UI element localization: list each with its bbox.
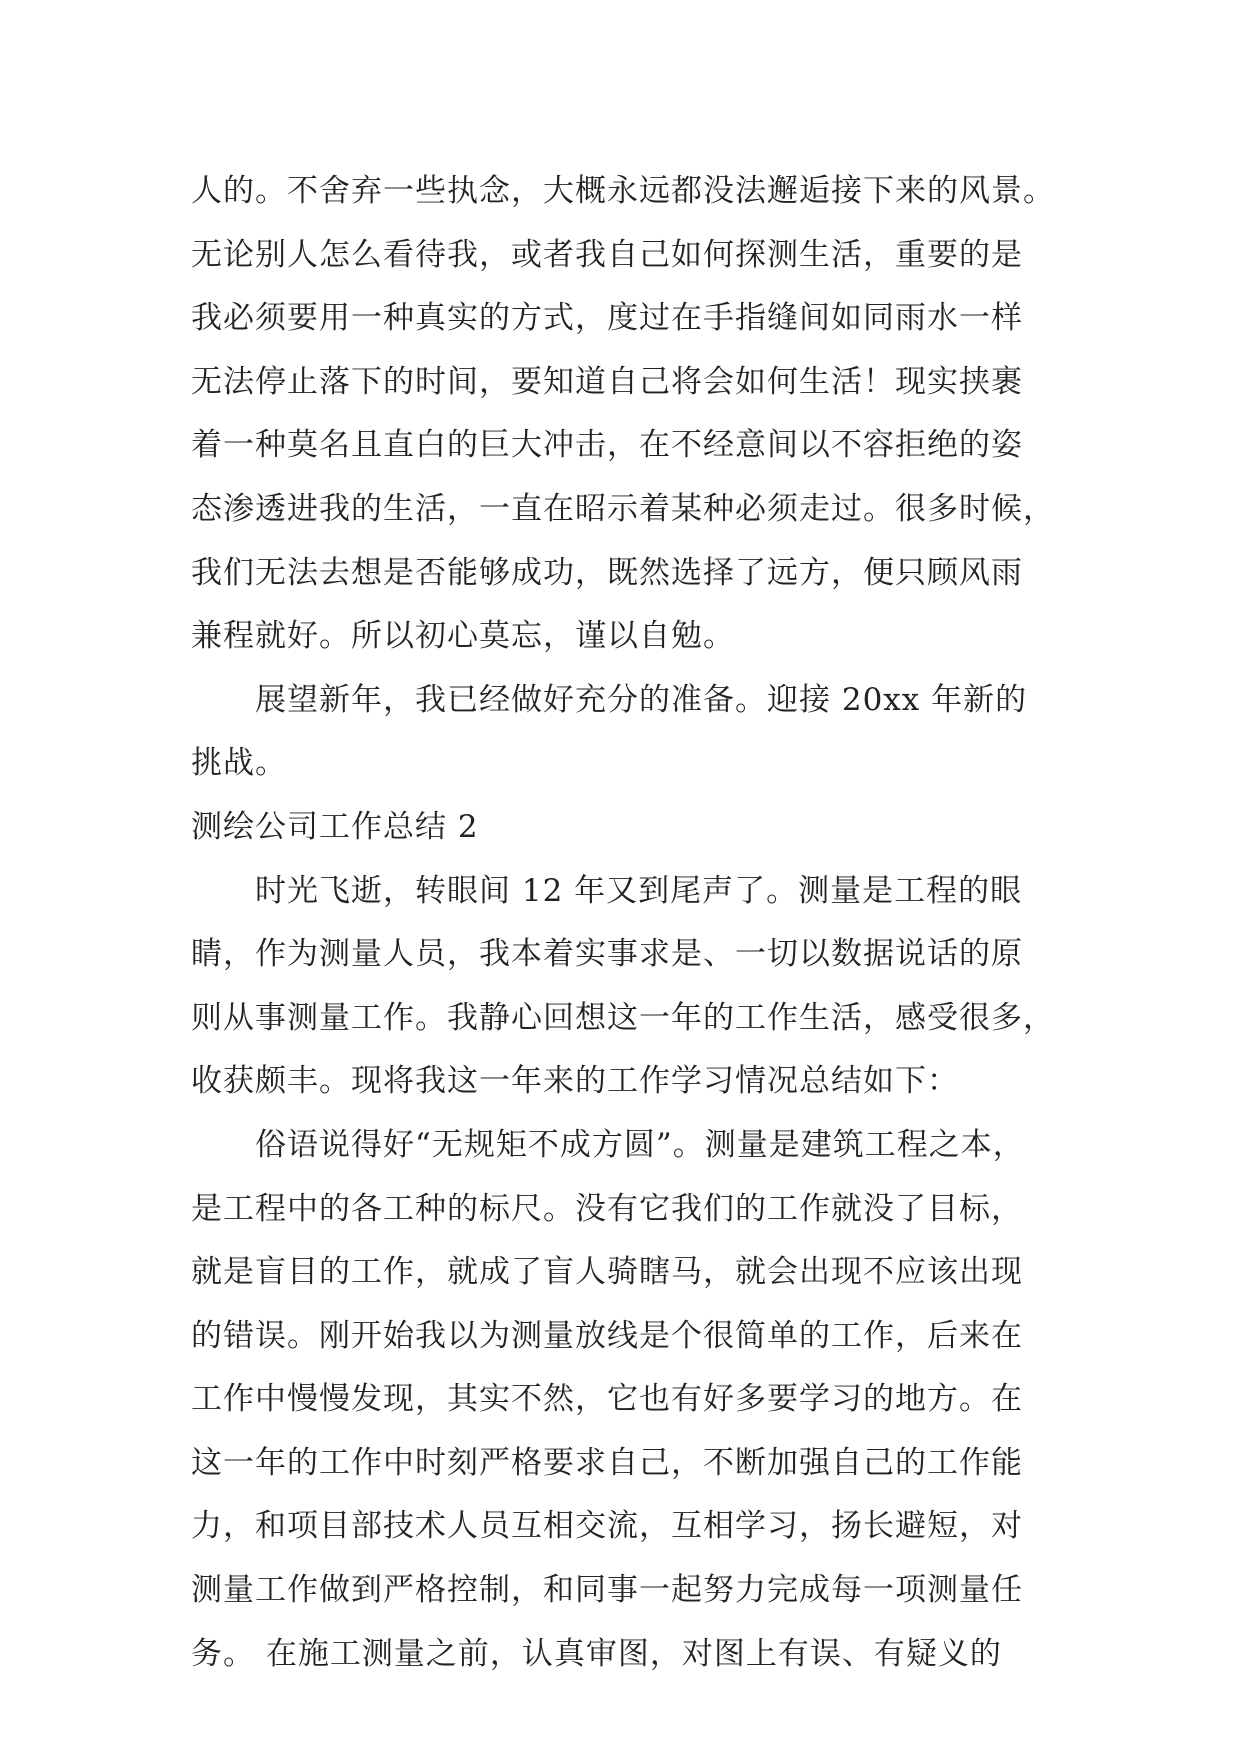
text-line: 态渗透进我的生活，一直在昭示着某种必须走过。很多时候， bbox=[191, 490, 1055, 527]
text-line: 睛，作为测量人员，我本着实事求是、一切以数据说话的原 bbox=[191, 936, 1023, 973]
text-line: 我必须要用一种真实的方式，度过在手指缝间如同雨水一样 bbox=[191, 300, 1023, 337]
text-line: 测量工作做到严格控制，和同事一起努力完成每一项测量任 bbox=[191, 1572, 1023, 1609]
text-line: 无法停止落下的时间，要知道自己将会如何生活！现实挟裹 bbox=[191, 363, 1023, 400]
text-line: 挑战。 bbox=[191, 745, 287, 782]
text-line: 兼程就好。所以初心莫忘，谨以自勉。 bbox=[191, 618, 735, 655]
text-line: 无论别人怎么看待我，或者我自己如何探测生活，重要的是 bbox=[191, 236, 1023, 273]
section-heading: 测绘公司工作总结 2 bbox=[191, 808, 479, 845]
text-line: 则从事测量工作。我静心回想这一年的工作生活，感受很多， bbox=[191, 999, 1055, 1036]
text-line: 着一种莫名且直白的巨大冲击，在不经意间以不容拒绝的姿 bbox=[191, 427, 1023, 464]
text-line: 的错误。刚开始我以为测量放线是个很简单的工作，后来在 bbox=[191, 1317, 1023, 1354]
text-line: 就是盲目的工作，就成了盲人骑瞎马，就会出现不应该出现 bbox=[191, 1254, 1023, 1291]
text-line: 是工程中的各工种的标尺。没有它我们的工作就没了目标， bbox=[191, 1190, 1023, 1227]
paragraph-first-line: 展望新年，我已经做好充分的准备。迎接 20xx 年新的 bbox=[255, 681, 1028, 718]
text-line: 务。 在施工测量之前，认真审图，对图上有误、有疑义的 bbox=[191, 1635, 1002, 1672]
text-line: 收获颇丰。现将我这一年来的工作学习情况总结如下： bbox=[191, 1063, 959, 1100]
paragraph-first-line: 时光飞逝，转眼间 12 年又到尾声了。测量是工程的眼 bbox=[255, 872, 1023, 909]
text-line: 我们无法去想是否能够成功，既然选择了远方，便只顾风雨 bbox=[191, 554, 1023, 591]
text-line: 工作中慢慢发现，其实不然，它也有好多要学习的地方。在 bbox=[191, 1381, 1023, 1418]
text-line: 力，和项目部技术人员互相交流，互相学习，扬长避短，对 bbox=[191, 1508, 1023, 1545]
document-body bbox=[191, 160, 1071, 1686]
text-line: 这一年的工作中时刻严格要求自己，不断加强自己的工作能 bbox=[191, 1444, 1023, 1481]
text-line: 人的。不舍弃一些执念，大概永远都没法邂逅接下来的风景。 bbox=[191, 173, 1055, 209]
paragraph-first-line: 俗语说得好“无规矩不成方圆”。测量是建筑工程之本， bbox=[255, 1126, 1025, 1163]
